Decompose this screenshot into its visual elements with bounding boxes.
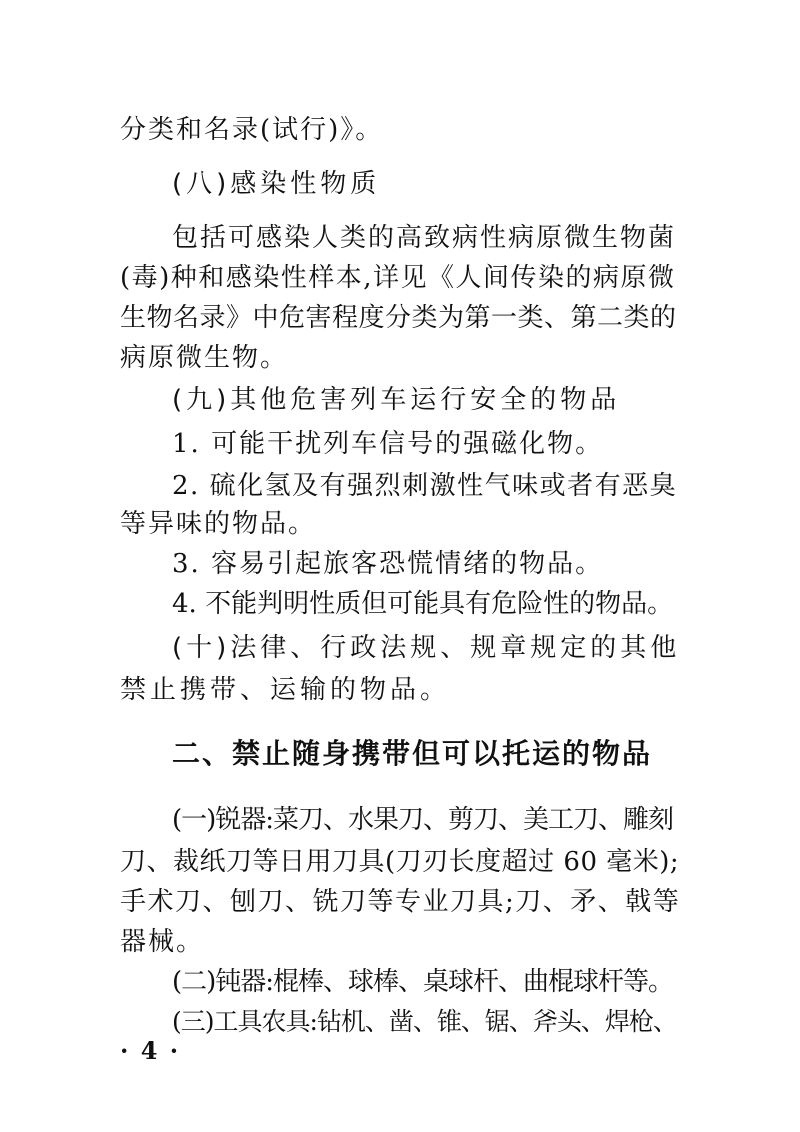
list-item: 2. 硫化氢及有强烈刺激性气味或者有恶臭	[172, 471, 678, 501]
text-line: (毒)种和感染性样本,详见《人间传染的病原微	[120, 263, 676, 293]
subheading-continuation: 禁止携带、运输的物品。	[120, 675, 451, 705]
list-item: 3. 容易引起旅客恐慌情绪的物品。	[172, 549, 604, 579]
text-line: 刀、裁纸刀等日用刀具(刀刃长度超过 60 毫米);	[120, 847, 680, 877]
text-line: (二)钝器:棍棒、球棒、桌球杆、曲棍球杆等。	[172, 967, 674, 997]
page-number: · 4 ·	[120, 1036, 181, 1065]
text-line: 手术刀、刨刀、铣刀等专业刀具;刀、矛、戟等	[120, 887, 681, 917]
list-item: 4. 不能判明性质但可能具有危险性的物品。	[172, 589, 674, 619]
subheading-laws-regulations: (十)法律、行政法规、规章规定的其他	[172, 633, 681, 663]
subheading-other-hazards: (九)其他危害列车运行安全的物品	[172, 385, 621, 415]
text-line: 生物名录》中危害程度分类为第一类、第二类的	[120, 303, 677, 333]
section-heading: 二、禁止随身携带但可以托运的物品	[172, 737, 653, 770]
text-line: 器械。	[120, 927, 205, 957]
text-line: 等异味的物品。	[120, 509, 317, 539]
text-line: 包括可感染人类的高致病性病原微生物菌	[172, 223, 677, 253]
text-line: 分类和名录(试行)》。	[120, 115, 384, 145]
subheading-infectious-substances: (八)感染性物质	[172, 169, 381, 199]
text-line: 病原微生物。	[120, 343, 289, 373]
text-line: (三)工具农具:钻机、凿、锥、锯、斧头、焊枪、	[172, 1007, 677, 1036]
text-line: (一)锐器:菜刀、水果刀、剪刀、美工刀、雕刻	[172, 805, 674, 835]
list-item: 1. 可能干扰列车信号的强磁化物。	[172, 429, 604, 459]
